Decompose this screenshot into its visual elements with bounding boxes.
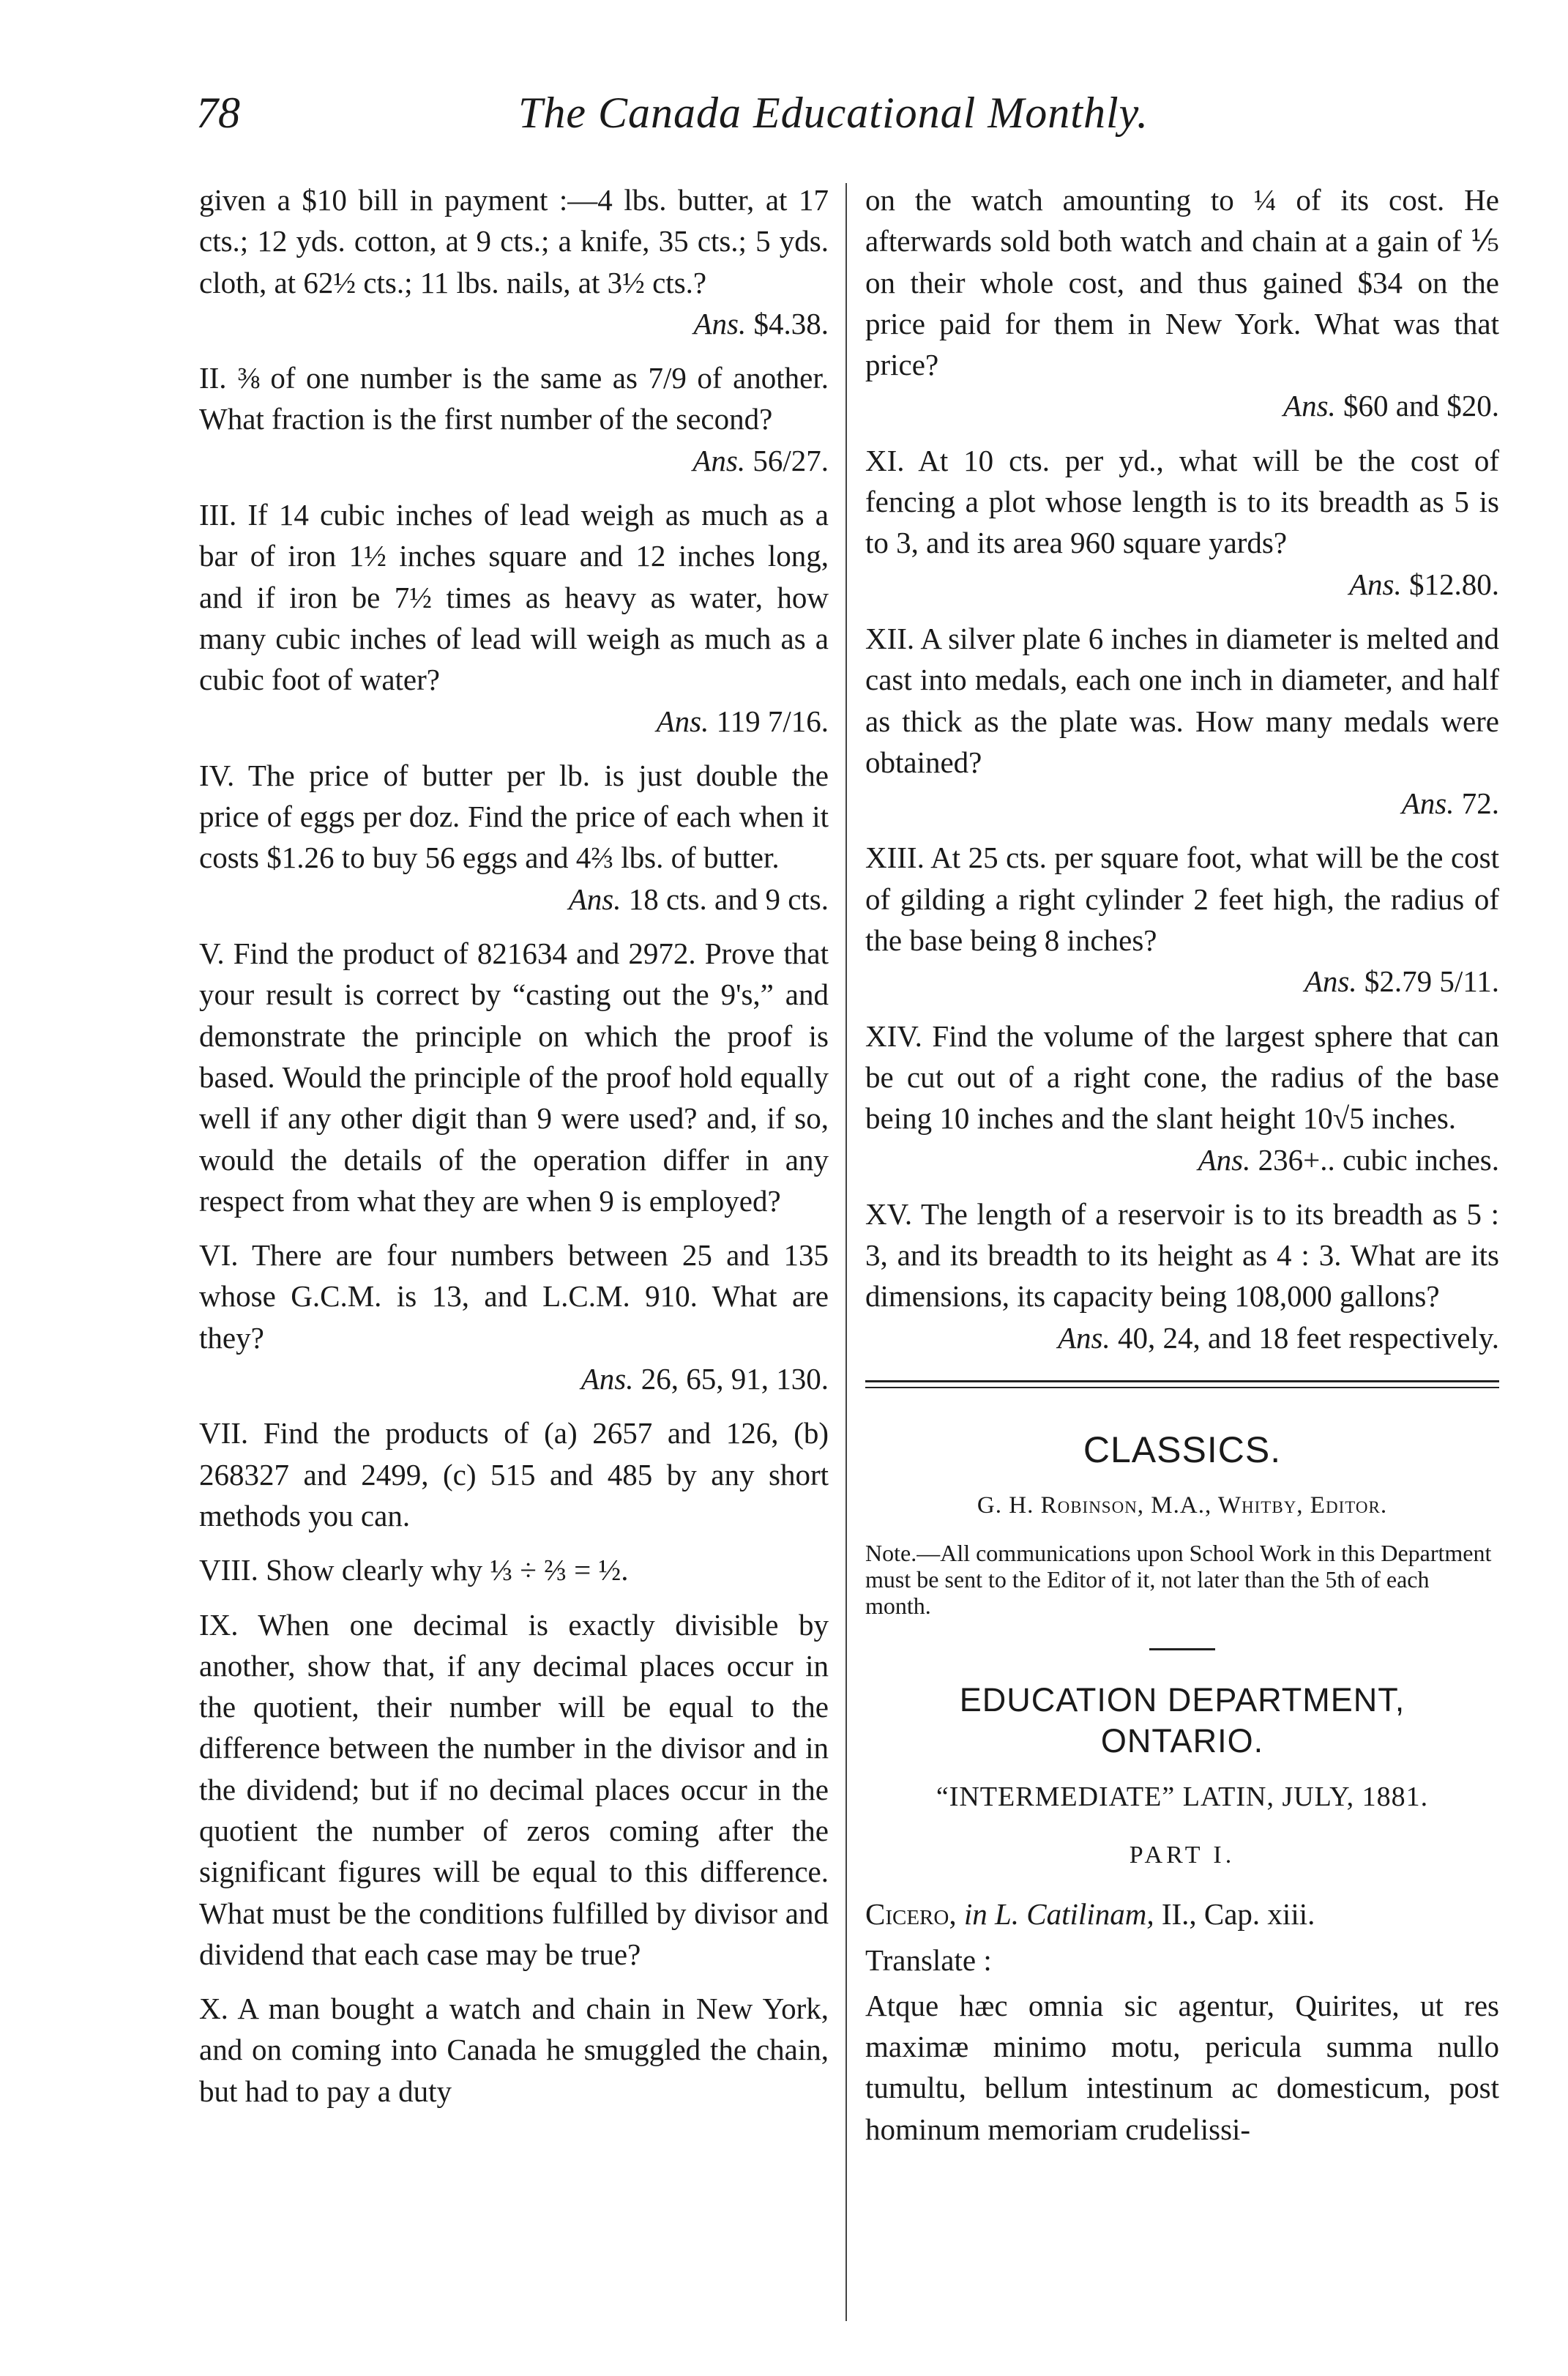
answer: Ans. 72. (1401, 786, 1499, 821)
answer: Ans. $2.79 5/11. (1304, 964, 1499, 999)
cicero-author: Cicero, (865, 1897, 957, 1932)
question-text: IX. When one decimal is exactly divisible by another, show that, if any decimal places occur in the quotient, their number will be equal to the difference between the number in the divisor and in the dividend; but if no decimal places occur in the quotient the number of zeros coming after the significant figures will be equal to this difference. What must be the conditions fulfilled by divisor and dividend that each case may be true? (199, 1607, 829, 1971)
question-block (865, 837, 1499, 1002)
question-block (199, 933, 829, 1221)
question-block (199, 179, 829, 344)
question-block (199, 494, 829, 742)
question-block (199, 1988, 829, 2112)
question-text: III. If 14 cubic inches of lead weigh as much as a bar of iron 1½ inches square and 12 inches long, and if iron be 7½ times as heavy as water, how many cubic inches of lead will weigh as much as a cubic foot of water? (199, 498, 829, 697)
question-block (199, 357, 829, 481)
cicero-reference (865, 1893, 1499, 1934)
cicero-work: in L. Catilinam, (963, 1897, 1154, 1932)
question-block (865, 440, 1499, 605)
editor-note: Note.—All communications upon School Work in this Department must be sent to the Editor of it, not later than the 5th of each month. (865, 1539, 1492, 1619)
question-text: II. ⅜ of one number is the same as 7/9 of another. What fraction is the first number of the second? (199, 361, 829, 436)
question-text: IV. The price of butter per lb. is just double the price of eggs per doz. Find the price of each when it costs $1.26 to buy 56 eggs and 4⅔ lbs. of butter. (199, 758, 829, 875)
answer: Ans. 236+.. cubic inches. (1198, 1142, 1499, 1177)
question-block (865, 179, 1499, 427)
answer: Ans. 119 7/16. (656, 704, 829, 738)
answer: Ans. 40, 24, and 18 feet respectively. (1057, 1320, 1499, 1355)
editor-line: G. H. Robinson, M.A., Whitby, Editor. (977, 1492, 1388, 1519)
cicero-ref: II., Cap. xiii. (1161, 1897, 1315, 1932)
question-block (865, 1193, 1499, 1358)
page-number: 78 (196, 89, 240, 137)
question-text: VII. Find the products of (a) 2657 and 126, (b) 268327 and 2499, (c) 515 and 485 by any short methods you can. (199, 1416, 829, 1533)
question-block (199, 1549, 829, 1590)
question-text: XIII. At 25 cts. per square foot, what will be the cost of gilding a right cylinder 2 feet high, the radius of the base being 8 inches? (865, 841, 1499, 958)
left-column (199, 179, 829, 2125)
classics-heading: CLASSICS. (1083, 1429, 1282, 1471)
column-rule (845, 183, 847, 2321)
right-column (865, 179, 1499, 2150)
question-block (865, 1016, 1499, 1180)
question-text: given a $10 bill in payment :—4 lbs. butter, at 17 cts.; 12 yds. cotton, at 9 cts.; a knife, 35 cts.; 5 yds. cloth, at 62½ cts.; 11 lbs. nails, at 3½ cts.? (199, 183, 829, 299)
answer: Ans. $4.38. (693, 306, 829, 340)
exam-title: “INTERMEDIATE” LATIN, JULY, 1881. (936, 1781, 1429, 1812)
question-block (199, 1234, 829, 1399)
department-heading (865, 1680, 1499, 1762)
answer: Ans. 56/27. (692, 443, 829, 477)
translate-label: Translate : (865, 1943, 992, 1977)
question-text: VI. There are four numbers between 25 and 135 whose G.C.M. is 13, and L.C.M. 910. What are they? (199, 1238, 829, 1355)
question-block (199, 755, 829, 920)
question-text: X. A man bought a watch and chain in New York, and on coming into Canada he smuggled the chain, but had to pay a duty (199, 1992, 829, 2108)
section-divider (865, 1380, 1499, 1382)
question-block (199, 1412, 829, 1536)
section-divider-thin (865, 1387, 1499, 1388)
question-block (199, 1604, 829, 1975)
answer: Ans. 26, 65, 91, 130. (580, 1362, 829, 1396)
latin-passage: Atque hæc omnia sic agentur, Quirites, ut res maximæ minimo motu, pericula summa nullo tumultu, bellum intestinum ac domesticum, post hominum memoriam crudelissi- (865, 1988, 1499, 2146)
answer: Ans. $12.80. (1349, 567, 1499, 601)
department-heading-line1: EDUCATION DEPARTMENT, (959, 1680, 1405, 1718)
answer: Ans. 18 cts. and 9 cts. (568, 882, 829, 916)
question-text: V. Find the product of 821634 and 2972. Prove that your result is correct by “casting out the 9's,” and demonstrate the principle on which the proof is based. Would the principle of the proof hold equally well if any other digit than 9 were used? and, if so, would the details of the operation differ in any respect from what they are when 9 is employed? (199, 936, 829, 1218)
question-text: on the watch amounting to ¼ of its cost. He afterwards sold both watch and chain at a gain of ⅕ on their whole cost, and thus gained $34 on the price paid for them in New York. What was that price? (865, 183, 1499, 382)
question-block (865, 618, 1499, 824)
journal-title: The Canada Educational Monthly. (518, 89, 1149, 137)
answer: Ans. $60 and $20. (1283, 389, 1499, 423)
short-divider (1149, 1648, 1215, 1650)
question-text: XII. A silver plate 6 inches in diameter is melted and cast into medals, each one inch in diameter, and half as thick as the plate was. How many medals were obtained? (865, 621, 1499, 779)
part-label: PART I. (1129, 1841, 1236, 1869)
question-text: XIV. Find the volume of the largest sphere that can be cut out of a right cone, the radius of the base being 10 inches and the slant height 10√5 inches. (865, 1018, 1499, 1136)
question-text: XI. At 10 cts. per yd., what will be the cost of fencing a plot whose length is to its breadth as 5 is to 3, and its area 960 square yards? (865, 443, 1499, 560)
running-head (196, 88, 1503, 154)
question-text: XV. The length of a reservoir is to its breadth as 5 : 3, and its breadth to its height as 4 : 3. What are its dimensions, its capacity being 108,000 gallons? (865, 1196, 1499, 1314)
question-text: VIII. Show clearly why ⅓ ÷ ⅔ = ½. (199, 1553, 629, 1587)
department-heading-line2: ONTARIO. (1100, 1721, 1264, 1759)
